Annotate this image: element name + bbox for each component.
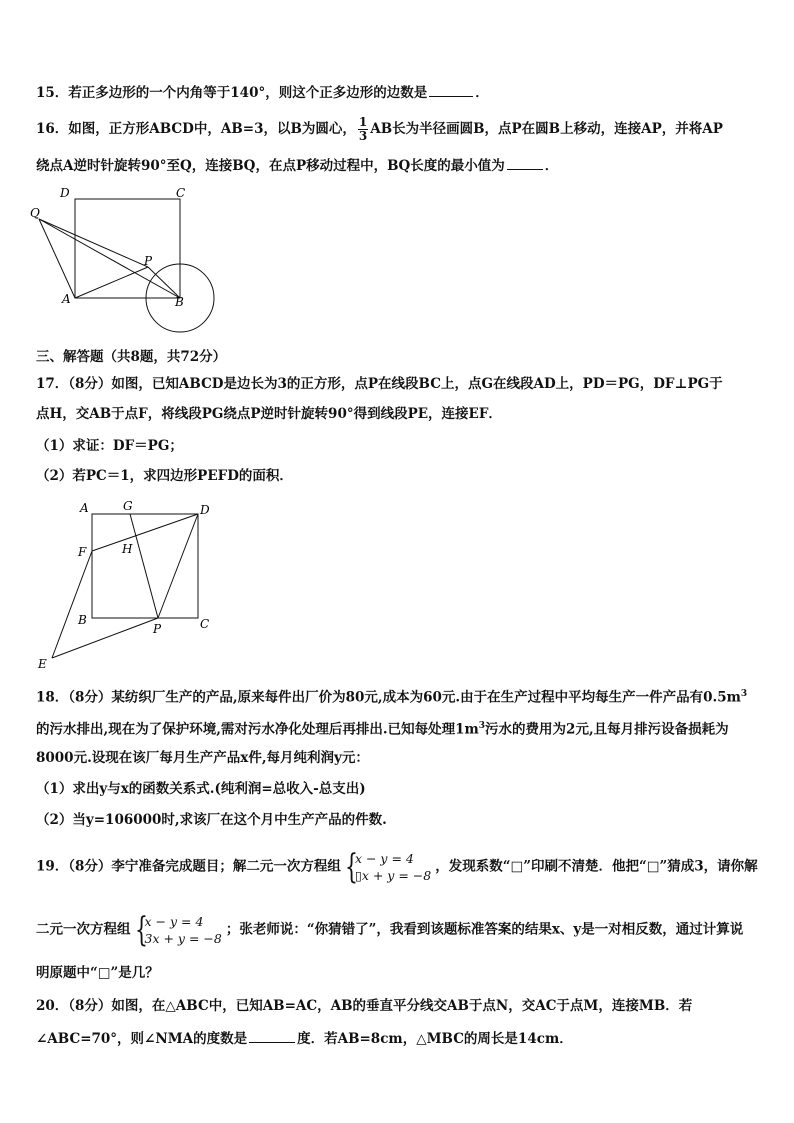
q18-text-c: 污水的费用为2元,且每月排污设备损耗为 xyxy=(485,721,729,738)
question-20-line-1: 20．（8分）如图，在△ABC中，已知AB=AC，AB的垂直平分线交AB于点N，交AC于点M，连接MB．若 xyxy=(36,998,693,1014)
segment-qp xyxy=(39,219,148,267)
label-a: A xyxy=(62,292,71,306)
superscript-3: 3 xyxy=(740,689,748,699)
label-g: G xyxy=(123,499,133,513)
label-c: C xyxy=(200,617,210,631)
figure-square-pefd xyxy=(34,496,224,671)
segment-qa xyxy=(39,219,75,298)
question-20-line-2 xyxy=(36,1028,573,1049)
segment-dp xyxy=(158,514,198,618)
question-19-line-3: 明原题中“□”是几？ xyxy=(36,965,159,981)
label-b: B xyxy=(175,295,184,309)
question-18-line-3: 8000元.设现在该厂每月生产产品x件,每月纯利润y元： xyxy=(36,750,369,766)
label-f: F xyxy=(78,545,87,559)
q20-text-a: ∠ABC=70°，则∠NMA的度数是 xyxy=(36,1031,248,1047)
frac-numerator: 1 xyxy=(358,115,368,129)
frac-denominator: 3 xyxy=(358,129,368,143)
label-c: C xyxy=(176,186,186,200)
q15-end: ． xyxy=(475,85,489,101)
q16-text-b: AB长为半径画圆B，点P在圆B上移动，连接AP，并将AP xyxy=(370,121,723,137)
q20-text-b: 度．若AB=8cm，△MBC的周长是14cm． xyxy=(297,1031,573,1047)
label-a: A xyxy=(80,501,89,515)
label-d: D xyxy=(200,503,210,517)
q19-text-c: 二元一次方程组 xyxy=(36,921,131,938)
label-b: B xyxy=(78,613,87,627)
square-abcd xyxy=(92,514,198,618)
q19-text-b: ，发现系数“□”印刷不清楚．他把“□”猜成3，请你解 xyxy=(435,858,758,875)
brace: { xyxy=(134,910,148,950)
label-p: P xyxy=(144,254,153,268)
segment-ep xyxy=(52,618,158,658)
answer-blank xyxy=(507,155,543,170)
question-19-line-1 xyxy=(36,847,758,887)
label-h: H xyxy=(122,542,133,556)
question-18-line-2 xyxy=(36,716,729,740)
question-17-part-2: （2）若PC＝1，求四边形PEFD的面积． xyxy=(36,468,293,484)
question-18-line-1 xyxy=(36,684,747,708)
q18-text-a: 18．（8分）某纺织厂生产的产品,原来每件出厂价为80元,成本为60元.由于在生产过程中平均每生产一件产品有0.5m xyxy=(36,689,741,706)
q15-text: 15．若正多边形的一个内角等于140°，则这个正多边形的边数是 xyxy=(36,85,428,101)
equation-row: x − y = 4 xyxy=(354,851,414,866)
equation-row: x − y = 4 xyxy=(144,914,204,929)
segment-ap xyxy=(75,267,148,298)
question-19-line-2 xyxy=(36,910,744,950)
figure-square-circle xyxy=(30,185,220,335)
question-17-line-1: 17．（8分）如图，已知ABCD是边长为3的正方形，点P在线段BC上，点G在线段AD上，PD＝PG，DF⊥PG于 xyxy=(36,376,723,392)
segment-df xyxy=(92,514,198,551)
question-18-part-2: （2）当y=106000时,求该厂在这个月中生产产品的件数. xyxy=(36,812,387,828)
q18-text-b: 的污水排出,现在为了保护环境,需对污水净化处理后再排出.已知每处理1m xyxy=(36,721,479,738)
q19-text-a: 19．（8分）李宁准备完成题目；解二元一次方程组 xyxy=(36,858,341,875)
q19-text-d: ；张老师说：“你猜错了”，我看到该题标准答案的结果x、y是一对相反数，通过计算说 xyxy=(225,921,744,938)
segment-fe xyxy=(52,551,92,658)
question-16-line-1 xyxy=(36,116,723,143)
equation-row: ▯x + y = −8 xyxy=(354,868,432,883)
q16-end: ． xyxy=(544,158,559,174)
label-p: P xyxy=(153,622,162,636)
question-16-line-2 xyxy=(36,155,558,176)
fraction-one-third xyxy=(358,116,368,143)
equation-row: 3x + y = −8 xyxy=(144,931,222,946)
answer-blank xyxy=(429,82,473,97)
q16-text-a: 16．如图，正方形ABCD中，AB=3，以B为圆心， xyxy=(36,121,356,137)
answer-blank xyxy=(249,1028,295,1043)
question-15 xyxy=(36,82,489,103)
question-18-part-1: （1）求出y与x的函数关系式.(纯利润=总收入-总支出) xyxy=(36,781,366,797)
equation-system-1 xyxy=(344,847,432,887)
q16-text-c: 绕点A逆时针旋转90°至Q，连接BQ，在点P移动过程中，BQ长度的最小值为 xyxy=(36,158,505,174)
question-17-part-1: （1）求证：DF＝PG； xyxy=(36,438,183,454)
label-e: E xyxy=(38,657,47,671)
section-title: 三、解答题（共8题，共72分） xyxy=(36,349,227,365)
equation-system-2 xyxy=(134,910,222,950)
superscript-3: 3 xyxy=(478,721,486,731)
segment-qb xyxy=(39,219,180,298)
label-d: D xyxy=(60,186,70,200)
question-17-line-2: 点H，交AB于点F，将线段PG绕点P逆时针旋转90°得到线段PE，连接EF． xyxy=(36,406,502,422)
label-q: Q xyxy=(30,206,40,220)
brace: { xyxy=(344,847,358,887)
